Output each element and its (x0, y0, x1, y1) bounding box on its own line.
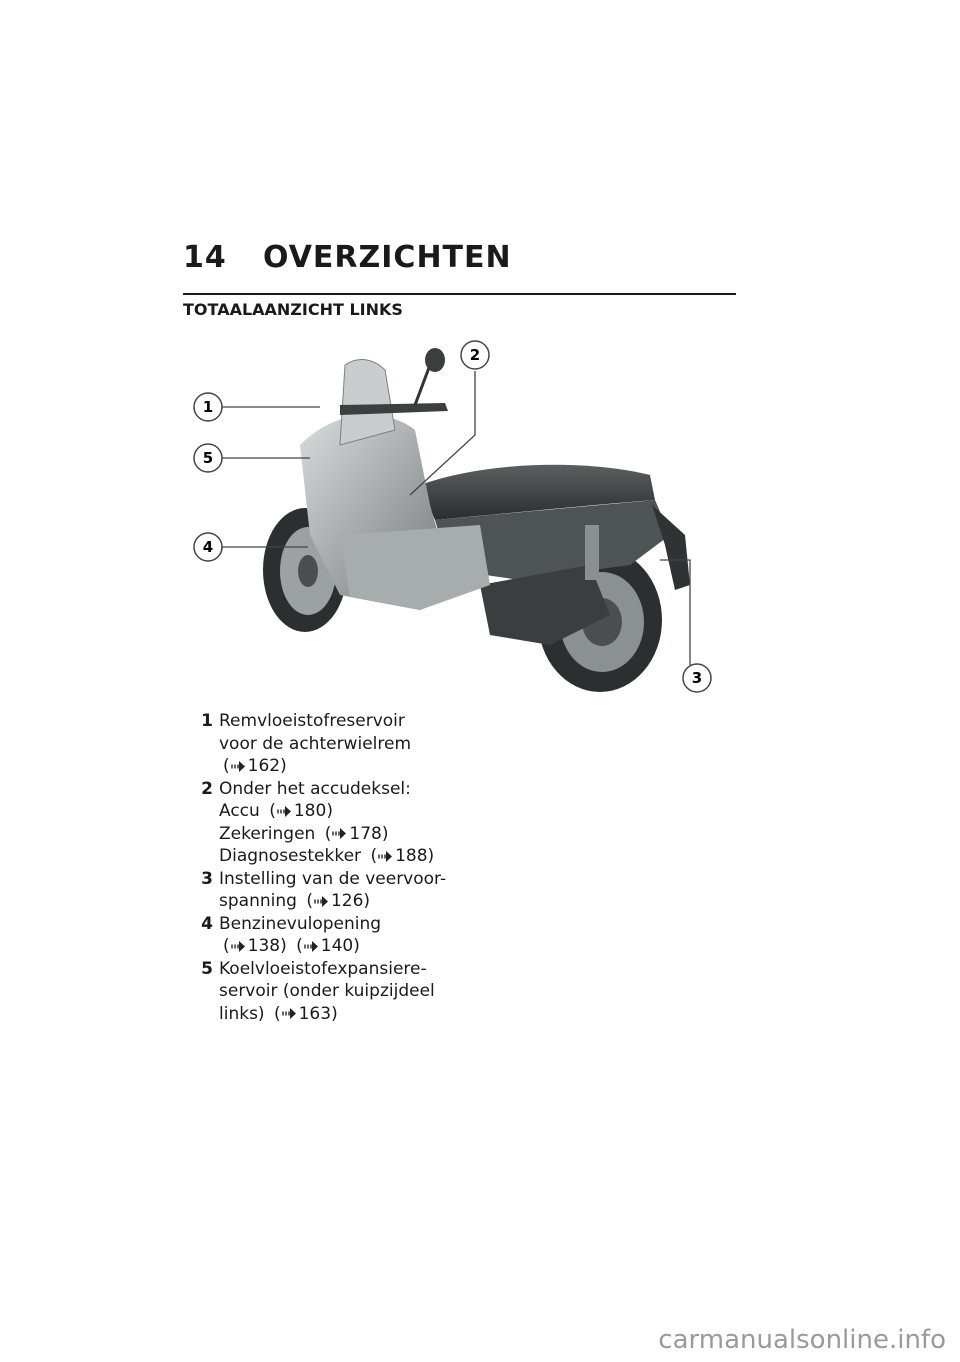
item-text: Remvloeistofreservoir (219, 711, 405, 731)
page-reference[interactable]: ( 178) (324, 823, 389, 844)
item-text: Koelvloeistofexpansiere- (219, 958, 427, 979)
chapter-title: OVERZICHTEN (263, 240, 512, 275)
item-text: Onder het accudeksel: (219, 778, 411, 799)
page-reference[interactable]: ( 188) (370, 846, 435, 866)
page-reference[interactable]: ( 180) (269, 801, 333, 821)
rear-shock (585, 525, 599, 580)
watermark: carmanualsonline.info (658, 1325, 946, 1355)
callout-2 (461, 341, 489, 369)
callout-1 (194, 393, 222, 421)
svg-text:3: 3 (691, 669, 703, 687)
chapter-heading (183, 240, 512, 275)
item-text: Accu (219, 801, 260, 821)
svg-text:1: 1 (202, 398, 214, 416)
item-text: servoir (onder kuipzijdeel (219, 981, 435, 1001)
list-item (183, 778, 483, 868)
heading-rule (183, 293, 736, 295)
page-reference-arrow-icon (304, 941, 318, 952)
license-plate-holder (652, 505, 690, 590)
item-number: 2 (201, 778, 213, 799)
page-reference[interactable]: ( 126) (306, 891, 371, 911)
svg-text:4: 4 (202, 538, 214, 556)
page-reference[interactable]: ( 162) (223, 756, 287, 776)
legend-list (183, 710, 483, 1025)
svg-text:5: 5 (202, 449, 214, 467)
item-text: links) (219, 1003, 265, 1024)
page-reference-arrow-icon (332, 828, 346, 839)
page-reference[interactable]: ( 138) (223, 936, 287, 956)
item-text: Diagnosestekker (219, 846, 362, 866)
mirror (415, 348, 445, 405)
item-text: voor de achterwielrem (219, 733, 412, 754)
section-title: TOTAALAANZICHT LINKS (183, 300, 403, 319)
page-reference-arrow-icon (378, 851, 392, 862)
callout-4 (194, 533, 222, 561)
item-text: Zekeringen (219, 823, 316, 844)
windscreen (340, 360, 395, 445)
callout-3 (683, 664, 711, 692)
page-reference[interactable]: ( 163) (273, 1003, 338, 1024)
page-reference-arrow-icon (282, 1008, 296, 1019)
item-number: 5 (201, 958, 213, 979)
list-item (183, 958, 483, 1026)
list-item (183, 913, 483, 958)
page-reference[interactable]: ( 140) (296, 936, 360, 956)
callout-5 (194, 444, 222, 472)
item-number: 1 (201, 711, 213, 731)
item-text: spanning (219, 891, 297, 911)
handlebar (340, 403, 448, 415)
footboard (340, 525, 490, 610)
item-text: Benzinevulopening (219, 913, 382, 934)
item-text: Instelling van de veervoor- (219, 868, 447, 889)
page-reference-arrow-icon (277, 806, 291, 817)
item-number: 4 (201, 913, 213, 934)
list-item (183, 710, 483, 778)
chapter-number: 14 (183, 240, 227, 275)
item-number: 3 (201, 868, 213, 889)
scooter-left-view-illustration (190, 335, 730, 700)
svg-text:2: 2 (469, 346, 481, 364)
page-reference-arrow-icon (231, 941, 245, 952)
page-reference-arrow-icon (231, 761, 245, 772)
page-reference-arrow-icon (314, 896, 328, 907)
list-item (183, 868, 483, 913)
